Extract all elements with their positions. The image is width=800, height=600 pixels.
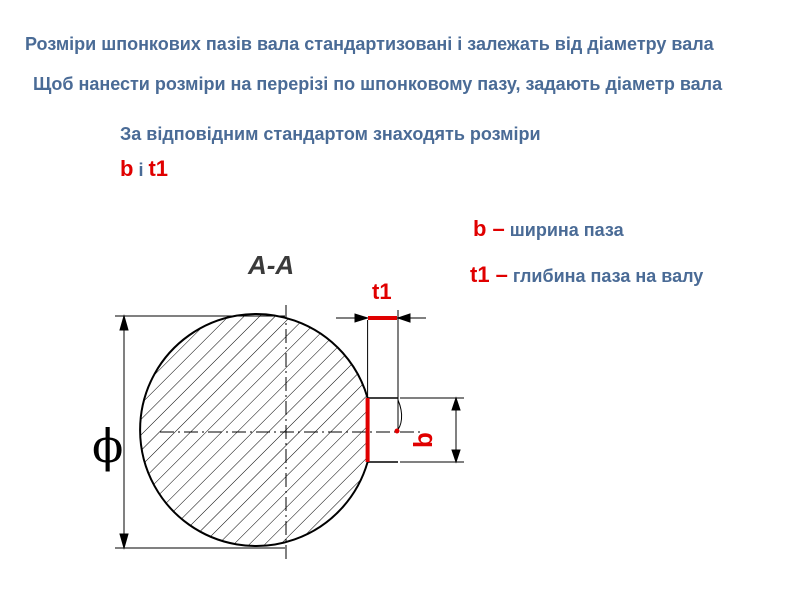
diameter-arrow-top bbox=[120, 316, 128, 330]
symbol-b: b bbox=[120, 156, 134, 181]
statement-standard-lookup: За відповідним стандартом знаходять розміри bbox=[120, 124, 541, 144]
diameter-arrow-bottom bbox=[120, 534, 128, 548]
statement-standardized: Розміри шпонкових пазів вала стандартизовані і залежать від діаметру вала bbox=[25, 34, 714, 54]
t1-dimension-label: t1 bbox=[372, 279, 392, 304]
shaft-center-mark bbox=[395, 429, 400, 434]
t1-arrow-right bbox=[398, 314, 410, 322]
symbol-t1: t1 bbox=[148, 156, 169, 181]
t1-leader-curve bbox=[396, 400, 402, 432]
definition-b-text: ширина паза bbox=[504, 220, 624, 240]
statement-dimensioning: Щоб нанести розміри на перерізі по шпонковому пазу, задають діаметр вала bbox=[33, 74, 723, 94]
section-label: А-А bbox=[248, 250, 295, 280]
shaft-cross-section bbox=[140, 314, 367, 546]
b-dimension bbox=[400, 398, 464, 462]
definition-b-symbol: b – bbox=[473, 216, 505, 241]
diameter-symbol: ϕ bbox=[92, 419, 124, 473]
t1-arrow-left bbox=[355, 314, 368, 322]
keyway-notch bbox=[368, 398, 398, 462]
definition-t1-text: глибина паза на валу bbox=[507, 266, 704, 286]
symbol-separator: і bbox=[133, 160, 149, 180]
definition-t1-symbol: t1 – bbox=[470, 262, 508, 287]
b-dimension-label: b bbox=[408, 432, 438, 448]
b-arrow-top bbox=[452, 398, 460, 410]
b-arrow-bottom bbox=[452, 450, 460, 462]
